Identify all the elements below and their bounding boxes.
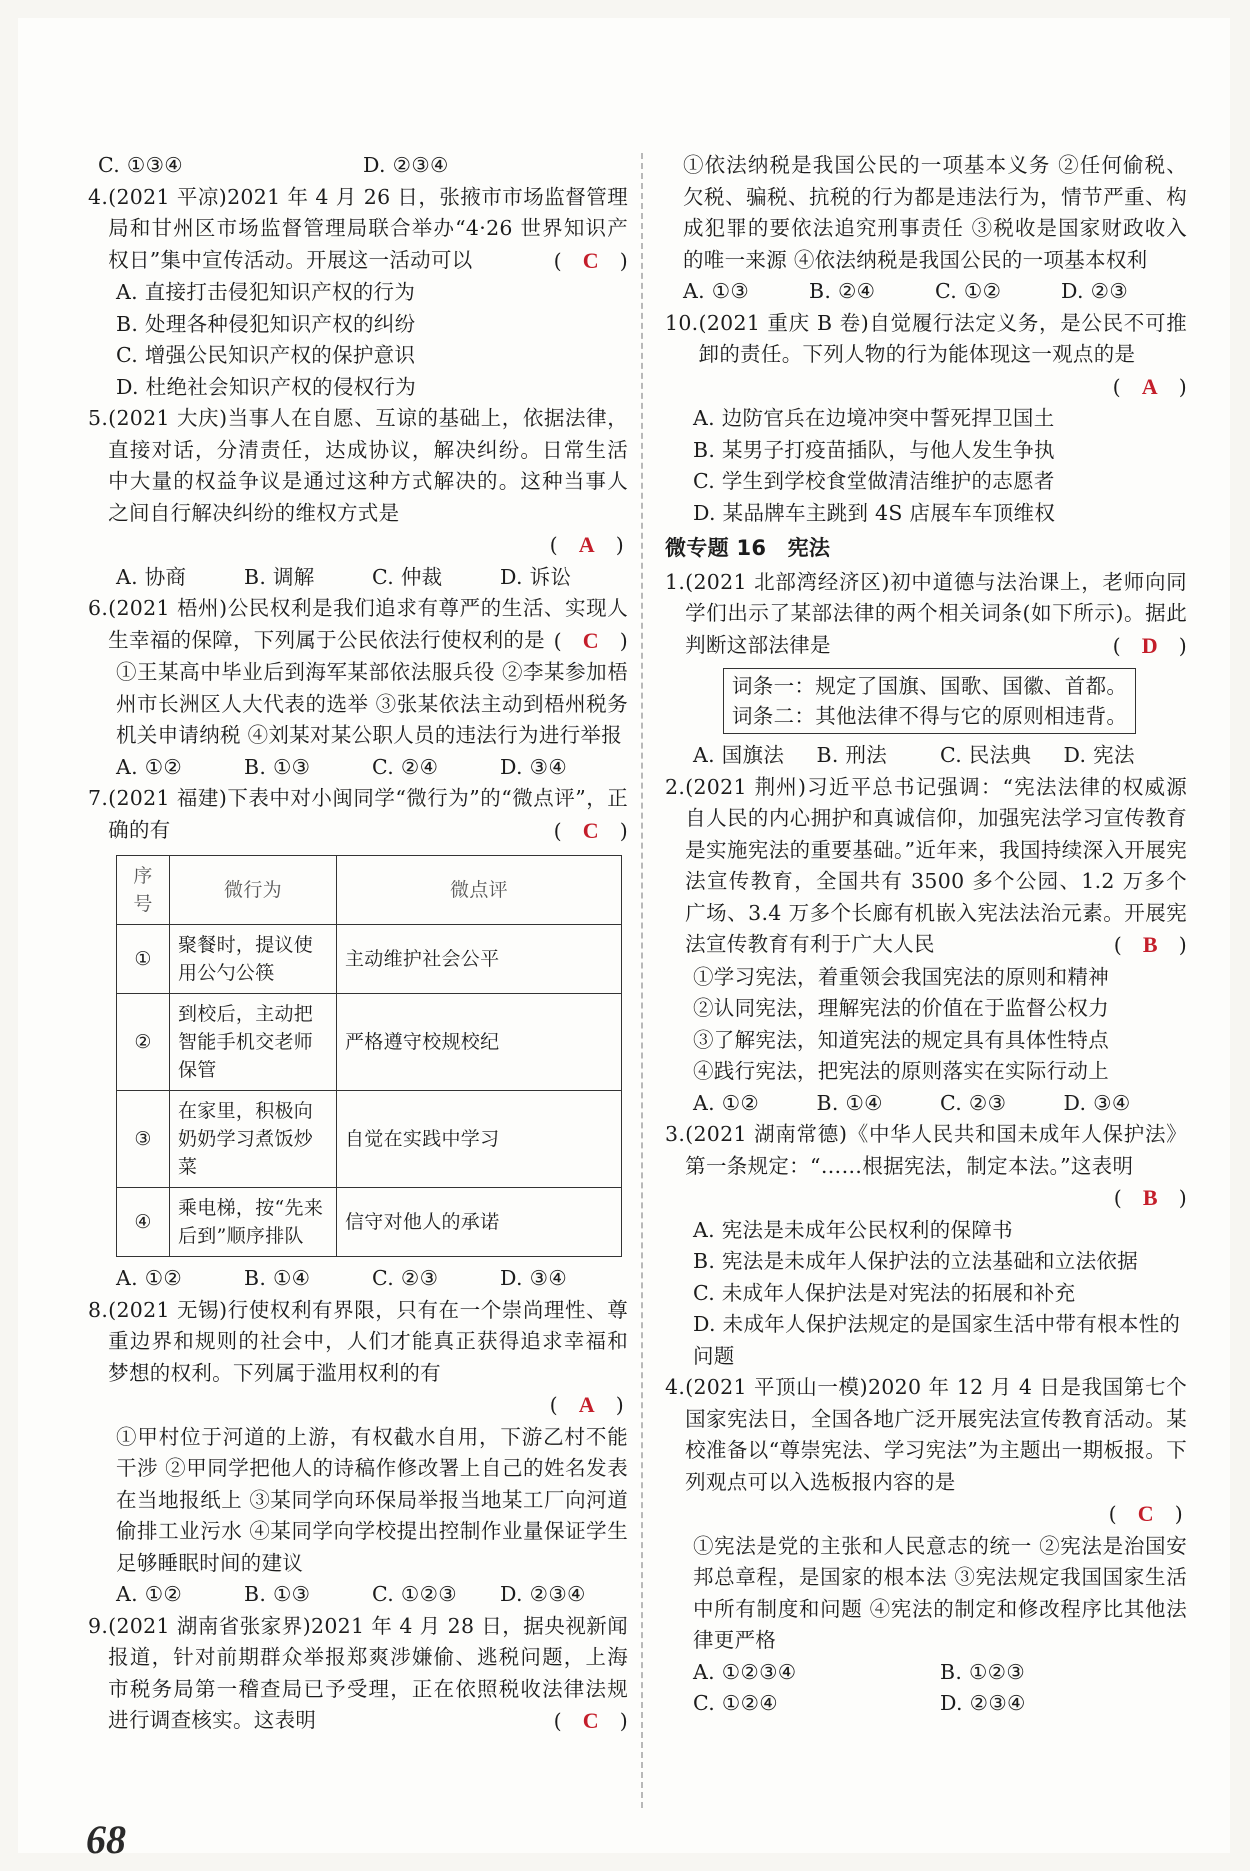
option: A. 直接打击侵犯知识产权的行为 xyxy=(116,280,416,304)
question-7: 7. (2021 福建)下表中对小闽同学“微行为”的“微点评”，正确的有 ( C ) xyxy=(88,783,628,847)
option: D. 杜绝社会知识产权的侵权行为 xyxy=(116,374,417,399)
table-row xyxy=(117,994,622,1091)
table-header: 微行为 xyxy=(170,856,337,925)
question-6: 6. (2021 梧州)公民权利是我们追求有尊严的生活、实现人生幸福的保障，下列属于公民依法行使权利的是 ( C ) xyxy=(88,593,628,657)
constitution-question-2: 2. (2021 荆州)习近平总书记强调：“宪法法律的权威源自人民的内心拥护和真诚信仰，加强宪法学习宣传教育是实施宪法的重要基础。”近年来，我国持续深入开展宪法宣传教育，全国共有 3500 多个公园、1.2 万多个广场、3.4 万多个长廊有机嵌入宪法法治元素。开展宪法宣传教育有利于广大人民 ( B ) xyxy=(665,772,1187,962)
option: C. ②③ xyxy=(940,1090,1007,1115)
table-cell: 自觉在实践中学习 xyxy=(337,1091,622,1188)
page-number: 68 xyxy=(86,1817,126,1862)
q9-options xyxy=(665,276,1187,308)
option: B. ①④ xyxy=(244,1266,311,1290)
answer-mark: C xyxy=(582,247,599,273)
answer-mark: D xyxy=(1141,632,1158,658)
answer-mark: A xyxy=(1141,373,1158,399)
s4-options-row2 xyxy=(665,1688,1187,1720)
question-stem: ④践行宪法，把宪法的原则落实在实际行动上 xyxy=(693,1059,1109,1083)
option: C. ①③④ xyxy=(98,153,183,177)
question-5: 5. (2021 大庆)当事人在自愿、互谅的基础上，依据法律，直接对话，分清责任，达成协议，解决纠纷。日常生活中大量的权益争议是通过这种方式解决的。这种当事人之间自行解决纠纷的维权方式是 xyxy=(88,403,628,529)
question-stem: ③了解宪法，知道宪法的规定具有具体性特点 xyxy=(693,1027,1109,1052)
table-header-row xyxy=(117,856,622,925)
option: D. ②③④ xyxy=(940,1691,1026,1715)
option: A. ①②③④ xyxy=(693,1659,797,1684)
question-10: 10. (2021 重庆 B 卷)自觉履行法定义务，是公民不可推卸的责任。下列人物的行为能体现这一观点的是 ( A ) xyxy=(665,308,1187,404)
table-row xyxy=(117,1188,622,1257)
table-cell: ① xyxy=(117,925,170,994)
option: B. ①③ xyxy=(244,754,311,779)
q3-options xyxy=(88,150,628,182)
option: D. 未成年人保护法规定的是国家生活中带有根本性的问题 xyxy=(693,1312,1181,1368)
question-text: (2021 梧州)公民权利是我们追求有尊严的生活、实现人生幸福的保障，下列属于公民依法行使权利的是 ( C ) xyxy=(108,596,628,653)
table-row xyxy=(117,925,622,994)
option: D. 某品牌车主跳到 4S 店展车车顶维权 xyxy=(693,500,1056,525)
option: D. ③④ xyxy=(1063,1090,1131,1115)
q7-options xyxy=(88,1263,628,1295)
option: C. ①②④ xyxy=(693,1691,778,1715)
table-cell: 信守对他人的承诺 xyxy=(337,1188,622,1257)
table-header: 微点评 xyxy=(337,856,622,925)
question-stem: ①宪法是党的主张和人民意志的统一 ②宪法是治国安邦总章程，是国家的根本法 ③宪法规定我国国家生活中所有制度和问题 ④宪法的制定和修改程序比其他法律更严格 xyxy=(693,1533,1187,1652)
answer-paren: ( A ) xyxy=(549,532,624,557)
option: A. ①② xyxy=(116,1266,183,1290)
question-stem: ①学习宪法，着重领会我国宪法的原则和精神 xyxy=(693,964,1109,989)
answer-mark: B xyxy=(1142,932,1158,957)
option: D. ③④ xyxy=(500,754,567,779)
option: C. ②③ xyxy=(372,1266,439,1290)
left-column xyxy=(88,150,628,1738)
section-title: 微专题 16 宪法 xyxy=(665,536,831,560)
q8-options xyxy=(88,1579,628,1611)
option: D. ②③④ xyxy=(363,153,449,177)
table-cell: ③ xyxy=(117,1091,170,1188)
table-cell: 到校后，主动把智能手机交老师保管 xyxy=(170,994,337,1091)
option: B. 调解 xyxy=(244,564,315,589)
option: C. 学生到学校食堂做清洁维护的志愿者 xyxy=(693,469,1055,493)
table-row xyxy=(117,1091,622,1188)
option: D. 宪法 xyxy=(1063,743,1135,767)
option: C. 仲裁 xyxy=(372,564,443,589)
option: C. 民法典 xyxy=(940,743,1032,767)
right-column xyxy=(665,150,1187,1720)
question-text: (2021 湖南常德)《中华人民共和国未成年人保护法》第一条规定：“……根据宪法，制定本法。”这表明 ( B ) xyxy=(685,1122,1187,1210)
option: C. ①②③ xyxy=(372,1582,457,1606)
option: B. ①④ xyxy=(816,1090,883,1115)
question-text: (2021 北部湾经济区)初中道德与法治课上，老师向同学们出示了某部法律的两个相关词条(如下所示)。据此判断这部法律是 ( D ) xyxy=(685,569,1187,658)
constitution-question-4: 4. (2021 平顶山一模)2020 年 12 月 4 日是我国第七个国家宪法日，全国各地广泛开展宪法宣传教育活动。某校准备以“尊崇宪法、学习宪法”为主题出一期板报。下列观点可以入选板报内容的是 xyxy=(665,1372,1187,1498)
table-cell: 严格遵守校规校纪 xyxy=(337,994,622,1091)
option: D. ②③ xyxy=(1061,279,1128,303)
option: A. ①③ xyxy=(683,279,750,303)
option: A. ①② xyxy=(693,1090,760,1115)
answer-mark: A xyxy=(578,532,595,557)
s2-options xyxy=(665,1088,1187,1120)
option: D. ③④ xyxy=(500,1266,567,1290)
option: C. 增强公民知识产权的保护意识 xyxy=(116,343,416,367)
table-cell: 在家里，积极向奶奶学习煮饭炒菜 xyxy=(170,1091,337,1188)
question-stem: ①依法纳税是我国公民的一项基本义务 ②任何偷税、欠税、骗税、抗税的行为都是违法行为，情节严重、构成犯罪的要依法追究刑事责任 ③税收是国家财政收入的唯一来源 ④依法纳税是我国公民的一项基本权利 xyxy=(683,153,1187,272)
option: B. 刑法 xyxy=(816,743,888,767)
behavior-table xyxy=(116,855,622,1257)
exercise-page xyxy=(18,18,1230,1862)
answer-mark: C xyxy=(582,1708,599,1733)
term: 词条一：规定了国旗、国歌、国徽、首都。 xyxy=(732,674,1128,698)
option: A. 国旗法 xyxy=(693,743,785,767)
question-stem: ①王某高中毕业后到海军某部依法服兵役 ②李某参加梧州市长洲区人大代表的选举 ③张某依法主动到梧州税务机关申请纳税 ④刘某对某公职人员的违法行为进行举报 xyxy=(116,660,628,747)
s1-options xyxy=(665,740,1187,772)
question-stem: ②认同宪法，理解宪法的价值在于监督公权力 xyxy=(693,996,1109,1020)
question-text: (2021 大庆)当事人在自愿、互谅的基础上，依据法律，直接对话，分清责任，达成协议，解决纠纷。日常生活中大量的权益争议是通过这种方式解决的。这种当事人之间自行解决纠纷的维权方式是 xyxy=(108,406,628,525)
terms-box xyxy=(723,668,1136,734)
table-cell: ② xyxy=(117,994,170,1091)
option: A. 协商 xyxy=(116,564,187,589)
question-9: 9. (2021 湖南省张家界)2021 年 4 月 28 日，据央视新闻报道，针对前期群众举报郑爽涉嫌偷、逃税问题，上海市税务局第一稽查局已予受理，正在依照税收法律法规进行调查核实。这表明 ( C ) xyxy=(88,1611,628,1738)
q6-options xyxy=(88,752,628,784)
option: D. 诉讼 xyxy=(500,564,572,589)
option: B. ②④ xyxy=(809,279,876,303)
answer-mark: C xyxy=(582,817,599,843)
answer-mark: B xyxy=(1142,1185,1158,1210)
option: B. 某男子打疫苗插队，与他人发生争执 xyxy=(693,437,1055,462)
option: B. 宪法是未成年人保护法的立法基础和立法依据 xyxy=(693,1249,1138,1273)
question-text: (2021 平顶山一模)2020 年 12 月 4 日是我国第七个国家宪法日，全国各地广泛开展宪法宣传教育活动。某校准备以“尊崇宪法、学习宪法”为主题出一期板报。下列观点可以入选板报内容的是 xyxy=(685,1375,1187,1494)
constitution-question-3: 3. (2021 湖南常德)《中华人民共和国未成年人保护法》第一条规定：“……根据宪法，制定本法。”这表明 ( B ) xyxy=(665,1119,1187,1215)
option: B. ①③ xyxy=(244,1582,311,1606)
answer-mark: C xyxy=(582,627,599,653)
table-cell: 主动维护社会公平 xyxy=(337,925,622,994)
option: A. ①② xyxy=(116,754,183,779)
option: C. ①② xyxy=(935,279,1002,303)
option: D. ②③④ xyxy=(500,1582,586,1606)
question-stem: ①甲村位于河道的上游，有权截水自用，下游乙村不能干涉 ②甲同学把他人的诗稿作修改署上自己的姓名发表在当地报纸上 ③某同学向环保局举报当地某工厂向河道偷排工业污水 ④某同学向学校提出控制作业量保证学生足够睡眠时间的建议 xyxy=(116,1424,628,1575)
question-text: (2021 平凉)2021 年 4 月 26 日，张掖市市场监督管理局和甘州区市场监督管理局联合举办“4·26 世界知识产权日”集中宣传活动。开展这一活动可以 ( C ) xyxy=(108,184,628,273)
answer-mark: C xyxy=(1137,1501,1154,1526)
table-header: 序号 xyxy=(117,856,170,925)
column-divider xyxy=(641,153,643,1808)
question-text: (2021 湖南省张家界)2021 年 4 月 28 日，据央视新闻报道，针对前期群众举报郑爽涉嫌偷、逃税问题，上海市税务局第一稽查局已予受理，正在依照税收法律法规进行调查核实。这表明 ( C ) xyxy=(108,1613,628,1733)
option: B. ①②③ xyxy=(940,1659,1026,1684)
answer-mark: A xyxy=(578,1392,595,1417)
answer-paren: ( C ) xyxy=(1108,1501,1183,1526)
question-text: (2021 无锡)行使权利有界限，只有在一个崇尚理性、尊重边界和规则的社会中，人们才能真正获得追求幸福和梦想的权利。下列属于滥用权利的有 xyxy=(108,1297,628,1385)
table-cell: ④ xyxy=(117,1188,170,1257)
question-text: (2021 重庆 B 卷)自觉履行法定义务，是公民不可推卸的责任。下列人物的行为能体现这一观点的是 ( A ) xyxy=(698,310,1187,399)
answer-paren: ( A ) xyxy=(549,1392,624,1417)
option: C. ②④ xyxy=(372,754,439,779)
option: B. 处理各种侵犯知识产权的纠纷 xyxy=(116,311,416,336)
question-text: (2021 荆州)习近平总书记强调：“宪法法律的权威源自人民的内心拥护和真诚信仰，加强宪法学习宣传教育是实施宪法的重要基础。”近年来，我国持续深入开展宪法宣传教育，全国共有 3500 多个公园、1.2 万多个广场、3.4 万多个长廊有机嵌入宪法法治元素。开展宪法宣传教育有利于广大人民 ( B ) xyxy=(685,774,1187,957)
option: C. 未成年人保护法是对宪法的拓展和补充 xyxy=(693,1280,1076,1305)
table-cell: 乘电梯，按“先来后到”顺序排队 xyxy=(170,1188,337,1257)
table-cell: 聚餐时，提议使用公勺公筷 xyxy=(170,925,337,994)
option: A. ①② xyxy=(116,1582,183,1606)
option: A. 边防官兵在边境冲突中誓死捍卫国土 xyxy=(693,406,1055,430)
question-4: 4. (2021 平凉)2021 年 4 月 26 日，张掖市市场监督管理局和甘州区市场监督管理局联合举办“4·26 世界知识产权日”集中宣传活动。开展这一活动可以 ( C ) xyxy=(88,182,628,278)
q5-options xyxy=(88,562,628,594)
question-8: 8. (2021 无锡)行使权利有界限，只有在一个崇尚理性、尊重边界和规则的社会中，人们才能真正获得追求幸福和梦想的权利。下列属于滥用权利的有 xyxy=(88,1295,628,1390)
question-text: (2021 福建)下表中对小闽同学“微行为”的“微点评”，正确的有 ( C ) xyxy=(108,786,628,843)
option: A. 宪法是未成年公民权利的保障书 xyxy=(693,1217,1013,1242)
constitution-question-1: 1. (2021 北部湾经济区)初中道德与法治课上，老师向同学们出示了某部法律的两个相关词条(如下所示)。据此判断这部法律是 ( D ) xyxy=(665,567,1187,663)
term: 词条二：其他法律不得与它的原则相违背。 xyxy=(732,704,1128,728)
s4-options-row1 xyxy=(665,1657,1187,1689)
